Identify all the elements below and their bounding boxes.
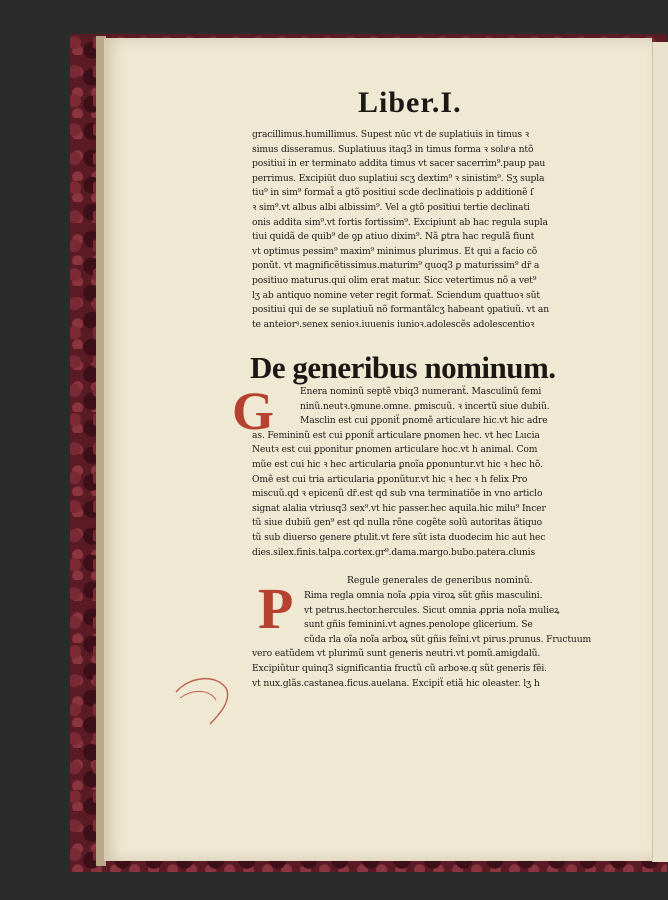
text-line: te anteiorꝰ.senex senioꝛ.iuuenis iunioꝛ.adolescẽs adolescentioꝛ xyxy=(252,318,535,330)
section-heading: De generibus nominum. xyxy=(250,350,556,385)
text-line: tũ siue dubiũ gen⁹ est qd nulla rõne cogẽte solũ autoritas ãtiquo xyxy=(252,517,543,529)
text-line: tũ sub diuerso genere ꝑtulit.vt fere sũt ista duodecim hic aut hec xyxy=(252,531,546,543)
text-line: vt optimus pessim⁹ maxim⁹ minimus plurimus. Et qui a facio cõ xyxy=(252,245,538,257)
text-line: onis addita sim⁹.vt fortis fortissim⁹. Excipiunt ab hac regula supla xyxy=(252,216,548,228)
text-line: dies.silex.finis.talpa.cortex.gr⁹.dama.margo.bubo.patera.clunis xyxy=(252,546,536,558)
text-line: Neutꝛ est cui ꝑponitur ꝑnomen articulare hoc.vt h animal. Com xyxy=(252,444,538,456)
subheading-rules: Regule generales de generibus nominũ. xyxy=(347,575,533,586)
text-line: ninũ.neutꝛ.ꝯmune.omne. ꝑmiscuũ. ꝛ incertũ siue dubiũ. xyxy=(300,400,550,412)
rubricated-initial-p: P xyxy=(258,576,294,641)
text-line: vero eatũdem vt plurimũ sunt generis neutri.vt pomũ.amigdalũ. xyxy=(252,648,541,660)
text-line: miscuũ.qd ꝛ epicenũ dr̃.est qd sub vna terminatiõe in vno articlo xyxy=(252,488,543,500)
text-line: perrimus. Excipiūt duo suplatiui scʒ dextim⁹ ꝛ sinistim⁹. Sʒ supla xyxy=(252,172,545,184)
text-line: vt petrus.hector.hercules. Sicut omnia ꝓpria noĩa mulieꝝ xyxy=(304,604,560,616)
text-line: ꝛ sim⁹.vt albus albi albissim⁹. Vel a gtõ positiui tertie declinati xyxy=(252,201,530,213)
text-line: as. Femininũ est cui ꝑponiẗ articulare ꝑnomen hec. vt hec Lucia xyxy=(252,429,540,441)
text-line: Excipiũtur quinq3 significantia fructũ cũ arboꝛe.q sũt generis fẽi. xyxy=(252,662,547,674)
text-line: positiui qui de se suplatiuũ nõ formantãlcʒ habeant ꝯpatiuũ. vt an xyxy=(252,304,549,316)
text-line: signat alalia vtriusq3 sex⁹.vt hic passer.hec aquila.hic milu⁹ Incer xyxy=(252,502,546,514)
text-line: positiui in er terminato addita timus vt sacer sacerrim⁹.paup pau xyxy=(252,158,546,170)
text-line: tiu⁹ in sim⁹ formaẗ a gtõ positiui scde declinatiois p additionẽ ſ xyxy=(252,187,534,199)
text-line: sunt gñis feminini.vt agnes.penolope glicerium. Se xyxy=(304,619,533,631)
paragraph-rules xyxy=(252,589,614,691)
text-line: vt nux.glãs.castanea.ficus.auelana. Excipiẗ etiã hic oleaster. lʒ h xyxy=(252,677,540,689)
text-line: Omẽ est cui tria articularia ꝑponũtur.vt hic ꝛ hec ꝛ h felix Pro xyxy=(252,473,528,485)
text-line: Rima regla omnia noĩa ꝓpia viroꝝ sũt gñis masculini. xyxy=(304,590,543,601)
text-line: ponũt. vt magnificẽtissimus.maturim⁹ quoq3 ꝑ maturissim⁹ dr̃ a xyxy=(252,260,540,272)
text-line: Masclin est cui ꝑponiẗ ꝑnomẽ articulare hic.vt hic adre xyxy=(300,415,548,427)
text-line: mũe est cui hic ꝛ hec articularia ꝑnoĩa ꝑponuntur.vt hic ꝛ hec hõ. xyxy=(252,458,543,470)
text-line: cũda rla oĩa noĩa arboꝝ sũt gñis feĩni.vt pirus.prunus. Fructuum xyxy=(304,633,592,645)
paragraph-genders xyxy=(252,385,614,560)
text-line: Enera nominũ septẽ vbiq3 numeranẗ. Masculinũ femi xyxy=(300,386,542,397)
text-line: gracillimus.humillimus. Supest nūc vt de suplatiuis in timus ꝛ xyxy=(252,129,529,140)
red-pen-flourish-icon xyxy=(170,670,240,730)
text-line: lʒ ab antiquo nomine veter regit formaẗ. Sciendum quattuoꝛ sũt xyxy=(252,289,540,301)
rubricated-initial-g: G xyxy=(232,381,275,441)
paragraph-superlatives xyxy=(252,128,614,332)
text-line: tiui quidã de quib⁹ de ꝯp atiuo dixim⁹. Nã ꝑtra hac regulã fiunt xyxy=(252,231,535,243)
facing-page-edge xyxy=(652,42,668,862)
text-line: positiuo maturus.qui olim erat matur. Sicc vetertimus nõ a vet⁹ xyxy=(252,274,537,286)
running-title: Liber.I. xyxy=(358,86,462,119)
text-line: simus disseramus. Suplatiuus itaq3 in timus forma ꝛ soluͫ a ntõ xyxy=(252,143,534,155)
